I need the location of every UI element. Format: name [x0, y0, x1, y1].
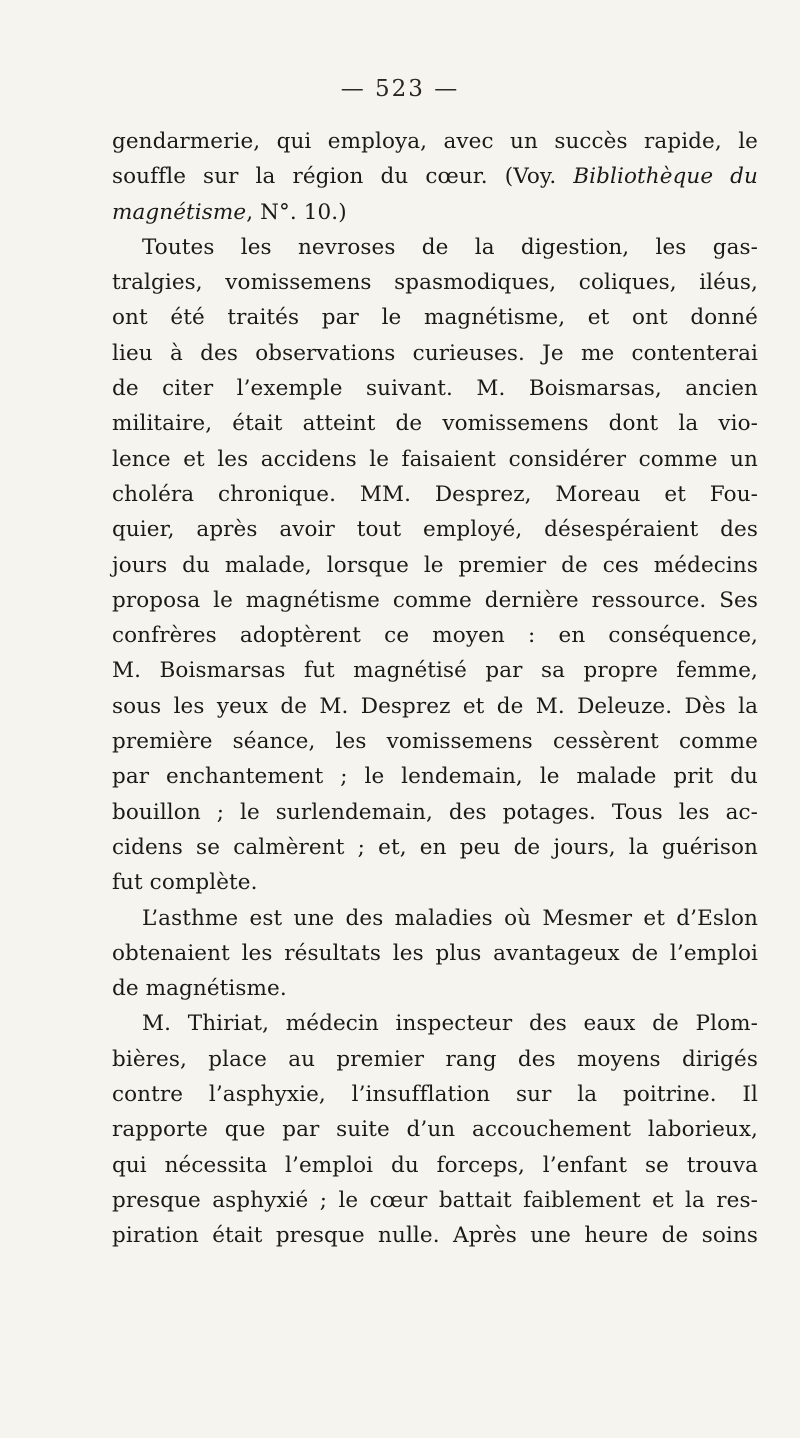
text-line: de citer l’exemple suivant. M. Boismarsas, ancien	[112, 376, 758, 402]
text-line: ont été traités par le magnétisme, et ont donné	[112, 305, 758, 331]
text-line: sous les yeux de M. Desprez et de M. Deleuze. Dès la	[112, 693, 758, 719]
text-line: fut complète.	[112, 870, 258, 896]
body-text	[112, 124, 758, 1254]
text-line: lieu à des observations curieuses. Je me contenterai	[112, 340, 758, 366]
text-line: lence et les accidens le faisaient considérer comme un	[112, 446, 758, 472]
text-line: quier, après avoir tout employé, désespéraient des	[112, 517, 758, 543]
text-line: contre l’asphyxie, l’insufflation sur la poitrine. Il	[112, 1082, 758, 1108]
italic-title: magnétisme	[112, 199, 247, 225]
text-line: confrères adoptèrent ce moyen : en conséquence,	[112, 623, 758, 649]
text-line: obtenaient les résultats les plus avantageux de l’emploi	[112, 940, 758, 966]
text-line: proposa le magnétisme comme dernière ressource. Ses	[112, 587, 758, 613]
text-line: M. Boismarsas fut magnétisé par sa propre femme,	[112, 658, 758, 684]
text-line: qui nécessita l’emploi du forceps, l’enfant se trouva	[112, 1152, 758, 1178]
text-line: gendarmerie, qui employa, avec un succès rapide, le	[112, 129, 758, 154]
text-line: cidens se calmèrent ; et, en peu de jours, la guérison	[112, 834, 758, 860]
text-line: L’asthme est une des maladies où Mesmer et d’Eslon	[142, 905, 758, 931]
text-line: bières, place au premier rang des moyens dirigés	[112, 1046, 758, 1072]
text-line: presque asphyxié ; le cœur battait faiblement et la res-	[112, 1187, 758, 1213]
text-line: militaire, était atteint de vomissemens dont la vio-	[112, 411, 758, 437]
text-line: jours du malade, lorsque le premier de ces médecins	[112, 552, 758, 578]
text-line: choléra chronique. MM. Desprez, Moreau et Fou-	[112, 481, 758, 507]
text-line: de magnétisme.	[112, 976, 287, 1002]
text-line: première séance, les vomissemens cessèrent comme	[112, 729, 758, 755]
italic-title: Bibliothèque du	[573, 164, 758, 190]
text-line: piration était presque nulle. Après une heure de soins	[112, 1223, 758, 1249]
page-number: — 523 —	[340, 76, 460, 102]
text-line: M. Thiriat, médecin inspecteur des eaux de Plom-	[142, 1011, 758, 1037]
text-line: tralgies, vomissemens spasmodiques, coliques, iléus,	[112, 270, 758, 296]
text-line: souffle sur la région du cœur. (Voy. Bibliothèque du	[112, 164, 758, 190]
text-line: rapporte que par suite d’un accouchement laborieux,	[112, 1117, 758, 1143]
text-line: magnétisme, N°. 10.)	[112, 199, 347, 225]
text-line: par enchantement ; le lendemain, le malade prit du	[112, 764, 758, 790]
text-line: bouillon ; le surlendemain, des potages. Tous les ac-	[112, 799, 758, 825]
text-line: Toutes les nevroses de la digestion, les gas-	[142, 234, 758, 260]
